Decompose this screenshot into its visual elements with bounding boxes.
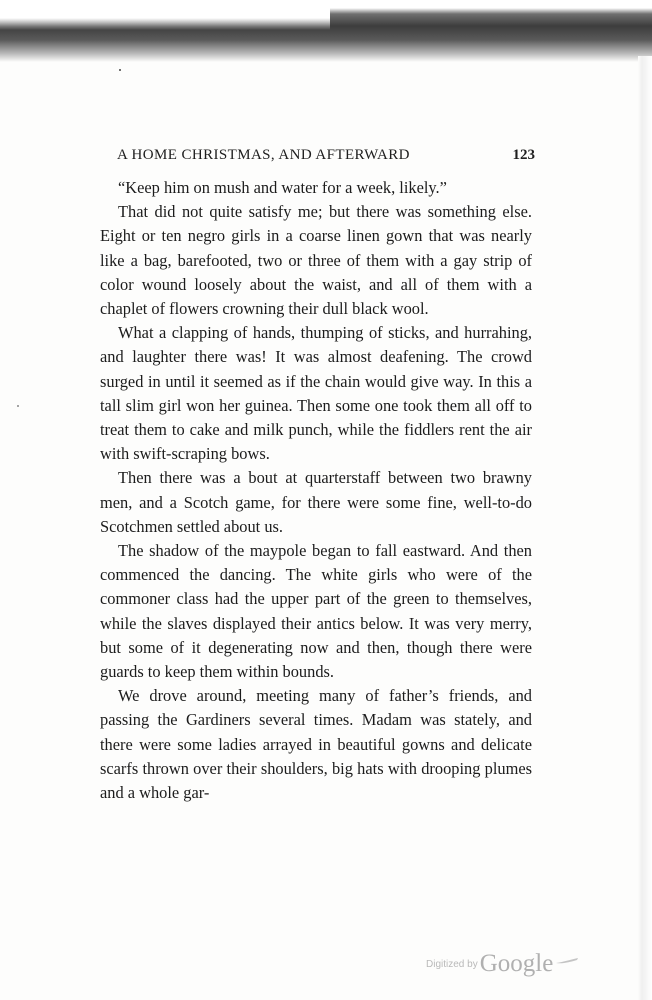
digitized-watermark xyxy=(426,950,579,978)
page-edge xyxy=(638,56,652,1000)
paragraph: Then there was a bout at quarterstaff between two brawny men, and a Scotch game, for there were some fine, well-to-do Scotchmen settled about us. xyxy=(100,468,532,536)
paragraph: “Keep him on mush and water for a week, likely.” xyxy=(118,178,447,197)
scan-speck xyxy=(17,405,19,407)
google-logo: Google xyxy=(479,950,554,977)
running-title: A HOME CHRISTMAS, AND AFTERWARD xyxy=(117,147,410,163)
scan-shadow xyxy=(0,0,652,62)
paragraph: The shadow of the maypole began to fall eastward. And then commenced the dancing. The white girls who were of the commoner class had the upper part of the green to themselves, while the slaves displayed their antics below. It was very merry, but some of it degenerating now and then, though there were guards to keep them within bounds. xyxy=(100,541,532,682)
paragraph: What a clapping of hands, thumping of sticks, and hurrahing, and laughter there was! It was almost deafening. The crowd surged in until it seemed as if the chain would give way. In this a tall slim girl won her guinea. Then some one took them all off to treat them to cake and milk punch, while the fiddlers rent the air with swift-scraping bows. xyxy=(100,323,532,464)
paragraph: That did not quite satisfy me; but there was something else. Eight or ten negro girls in a coarse linen gown that was nearly like a bag, barefooted, two or three of them with a gay strip of color wound loosely about the waist, and all of them with a chaplet of flowers crowning their dull black wool. xyxy=(100,202,532,319)
page-number: 123 xyxy=(512,147,535,163)
paragraph: We drove around, meeting many of father’s friends, and passing the Gardiners several times. Madam was stately, and there were some ladies arrayed in beautiful gowns and delicate scarfs thrown over their shoulders, big hats with drooping plumes and a whole gar- xyxy=(100,686,532,803)
digitized-by-label: Digitized by xyxy=(426,959,478,970)
swoosh-icon xyxy=(555,952,579,970)
scan-speck xyxy=(119,69,121,71)
body-text xyxy=(100,176,532,805)
